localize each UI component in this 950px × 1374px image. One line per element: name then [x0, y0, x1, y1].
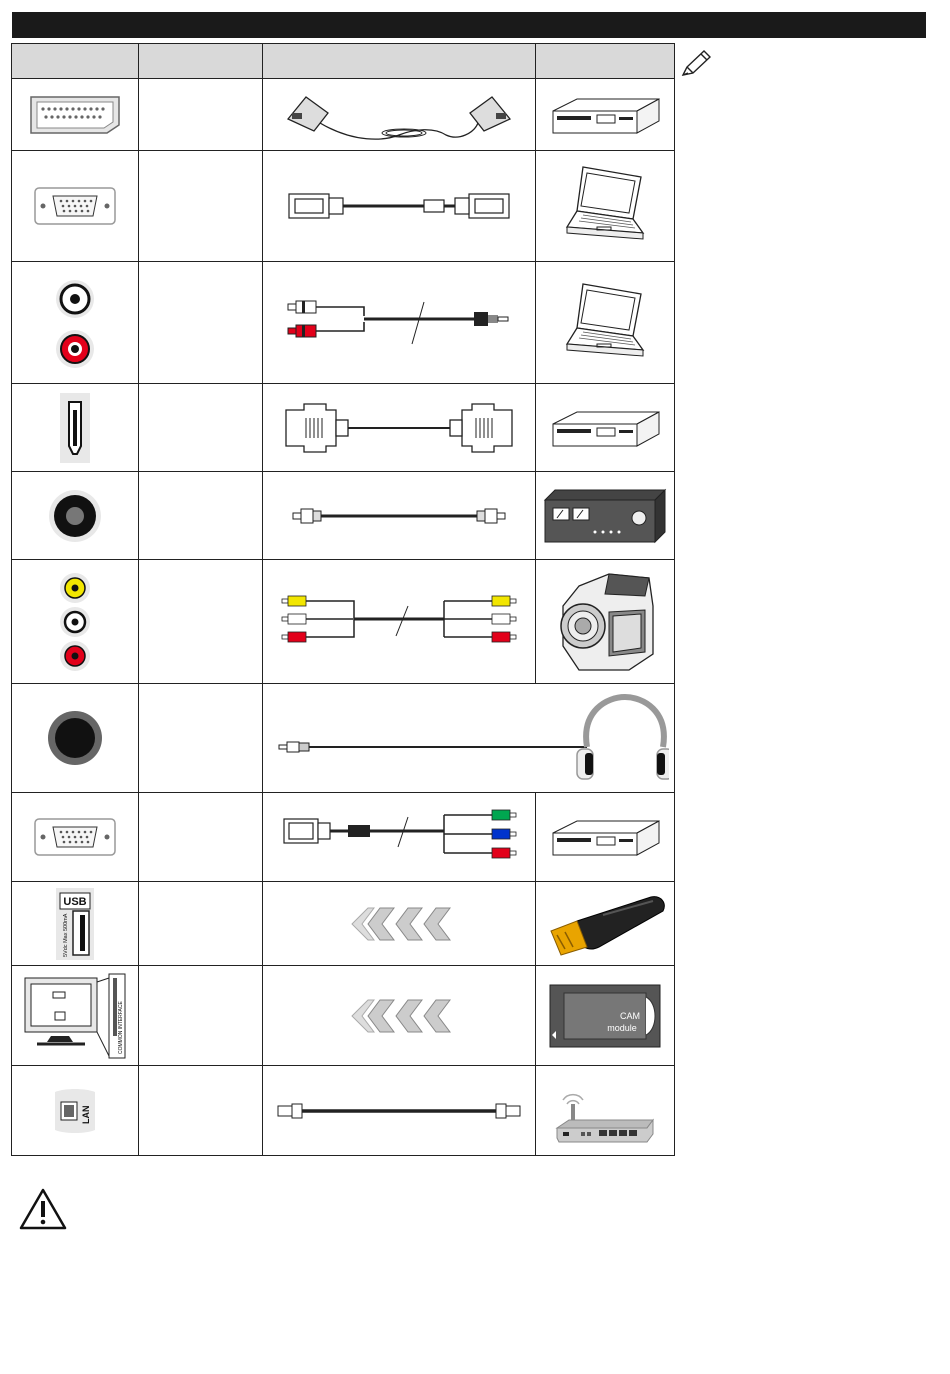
type-pc-audio — [139, 262, 263, 384]
vga-socket-icon — [33, 817, 117, 857]
headphone-socket-icon — [47, 710, 103, 766]
header-connector — [12, 44, 139, 79]
cam-module-icon — [548, 983, 662, 1049]
usb-socket-icon — [55, 887, 95, 961]
insert-arrows-icon — [344, 904, 454, 944]
warning-icon — [18, 1187, 68, 1231]
laptop-icon — [563, 278, 647, 368]
cam-label-line2: module — [607, 1022, 637, 1033]
type-headphone — [139, 684, 263, 793]
type-lan — [139, 1066, 263, 1156]
vga-cable-icon — [279, 186, 519, 226]
rca-to-jack-cable-icon — [274, 288, 524, 358]
vga-socket-icon — [33, 186, 117, 226]
table-row — [12, 472, 675, 560]
usb-port-label: USB — [63, 895, 87, 908]
title-bar — [12, 12, 926, 38]
headphones-icon — [577, 697, 669, 779]
table-row — [12, 1066, 675, 1156]
type-spdif — [139, 472, 263, 560]
table-row — [12, 882, 675, 966]
table-row — [12, 384, 675, 472]
coaxial-socket-icon — [47, 488, 103, 544]
page-title — [12, 17, 20, 33]
table-row — [12, 151, 675, 262]
table-row — [12, 79, 675, 151]
type-scart — [139, 79, 263, 151]
camcorder-icon — [549, 566, 661, 678]
common-interface-slot-icon — [23, 972, 127, 1060]
dvd-recorder-icon — [547, 93, 663, 137]
scart-cable-icon — [274, 83, 524, 147]
type-av — [139, 560, 263, 684]
type-ypbpr — [139, 793, 263, 882]
table-row — [12, 793, 675, 882]
hdmi-cable-icon — [274, 398, 524, 458]
table-row — [12, 966, 675, 1066]
amplifier-icon — [543, 488, 667, 544]
table-row — [12, 262, 675, 384]
cam-label-line1: CAM — [620, 1010, 640, 1021]
table-row — [12, 560, 675, 684]
usb-max-label: 5Vdc Max 500mA — [63, 913, 69, 957]
table-header — [12, 44, 675, 79]
scart-socket-icon — [27, 93, 123, 137]
ci-slot-label: COMMON INTERFACE — [118, 1000, 124, 1054]
table-row — [12, 684, 675, 793]
note-pencil-icon — [680, 48, 714, 78]
dvd-recorder-icon — [547, 815, 663, 859]
coaxial-cable-icon — [279, 501, 519, 531]
type-ci — [139, 966, 263, 1066]
ethernet-cable-icon — [274, 1096, 524, 1126]
connections-table — [11, 43, 675, 1156]
headphone-cable-icon — [269, 693, 669, 783]
ypbpr-cable-icon — [274, 805, 524, 869]
dvd-recorder-icon — [547, 406, 663, 450]
type-usb — [139, 882, 263, 966]
header-device — [536, 44, 675, 79]
usb-stick-icon — [543, 891, 667, 957]
lan-socket-icon — [53, 1086, 97, 1136]
type-vga — [139, 151, 263, 262]
av-socket-icon — [57, 570, 93, 674]
lan-label: LAN — [81, 1105, 91, 1124]
header-cable — [263, 44, 536, 79]
hdmi-socket-icon — [59, 392, 91, 464]
av-cable-icon — [274, 586, 524, 658]
insert-arrows-icon — [344, 996, 454, 1036]
type-hdmi — [139, 384, 263, 472]
header-type — [139, 44, 263, 79]
rca-audio-socket-icon — [51, 273, 99, 373]
router-icon — [553, 1076, 657, 1146]
laptop-icon — [563, 161, 647, 251]
